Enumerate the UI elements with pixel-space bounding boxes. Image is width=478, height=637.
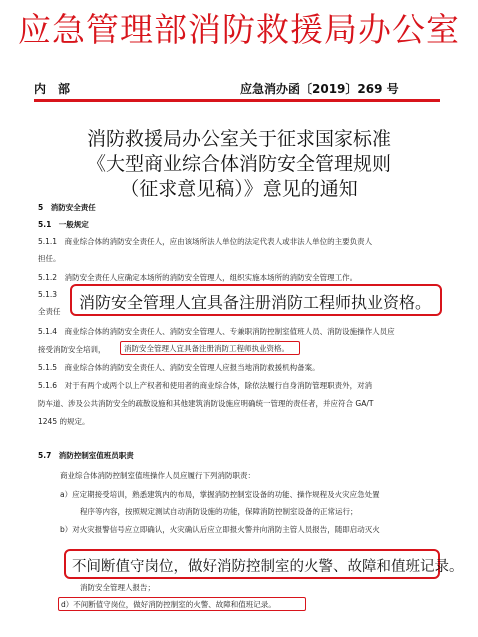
item-b-line-1: b）对火灾报警信号应立即确认，火灾确认后应立即报火警并向消防主管人员报告，随即启动灭火 [60, 525, 380, 534]
clause-5-1-4-b-highlight: 消防安全管理人宜具备注册消防工程师执业资格。 [124, 344, 289, 353]
clause-5-1-5: 5.1.5 商业综合体的消防安全责任人、消防安全管理人应报当地消防救援机构备案。 [38, 363, 320, 372]
clause-5-1-1-b: 担任。 [38, 254, 61, 263]
callout-text-2: 不间断值守岗位，做好消防控制室的火警、故障和值班记录。 [72, 559, 464, 575]
item-a-line-1: a）应定期接受培训，熟悉建筑内的布局，掌握消防控制室设备的功能、操作规程及火灾应急处置 [60, 490, 380, 499]
clause-5-1-6-c: 1245 的规定。 [38, 417, 90, 426]
clause-5-1-3-cont: 全责任 [38, 307, 61, 316]
section-5-7-heading: 5.7 消防控制室值班员职责 [38, 451, 134, 460]
title-line-1: 消防救援局办公室关于征求国家标准 [86, 128, 391, 150]
item-d-highlight-box [58, 597, 306, 611]
clause-5-1-6-a: 5.1.6 对于有两个或两个以上产权者和使用者的商业综合体，除依法履行自身消防管理职责外，对消 [38, 381, 373, 390]
item-a-line-2: 程序等内容，按照规定测试自动消防设施的功能，保障消防控制室设备的正常运行； [80, 507, 358, 516]
clause-5-1-4-a: 5.1.4 商业综合体的消防安全责任人、消防安全管理人、专兼职消防控制室值班人员、消防设施操作人员应 [38, 327, 395, 336]
callout-text-1: 消防安全管理人宜具备注册消防工程师执业资格。 [79, 293, 432, 312]
header-divider [34, 99, 440, 102]
clause-5-1-3-number: 5.1.3 [38, 290, 58, 299]
clause-5-1-1-a: 5.1.1 商业综合体的消防安全责任人，应由该场所法人单位的法定代表人或非法人单位的主要负责人 [38, 237, 373, 246]
clause-5-1-2: 5.1.2 消防安全责任人应确定本场所的消防安全管理人，组织实施本场所的消防安全管理工作。 [38, 273, 358, 282]
callout-box-1 [70, 284, 442, 316]
doc-number: 应急消办函〔2019〕269 号 [240, 82, 399, 96]
item-d: d）不间断值守岗位，做好消防控制室的火警、故障和值班记录。 [61, 600, 276, 609]
clause-5-1-6-b: 防车道、涉及公共消防安全的疏散设施和其他建筑消防设施应明确统一管理的责任者，并应符合 GA/T [38, 399, 374, 408]
title-line-2: 《大型商业综合体消防安全管理规则 [86, 153, 391, 175]
inline-highlight-box [120, 341, 300, 355]
org-title: 应急管理部消防救援局办公室 [18, 10, 460, 49]
internal-label: 内 部 [34, 82, 71, 96]
title-line-3: （征求意见稿）》意见的通知 [120, 178, 358, 200]
clause-5-1-4-b-pre: 接受消防安全培训， [38, 345, 106, 354]
callout-box-2 [64, 549, 464, 579]
section-5-heading: 5 消防安全责任 [38, 203, 96, 212]
section-5-7-intro: 商业综合体消防控制室值班操作人员应履行下列消防职责： [60, 471, 255, 480]
item-c-tail: 消防安全管理人报告； [80, 583, 155, 592]
section-5-1-heading: 5.1 一般规定 [38, 220, 89, 229]
